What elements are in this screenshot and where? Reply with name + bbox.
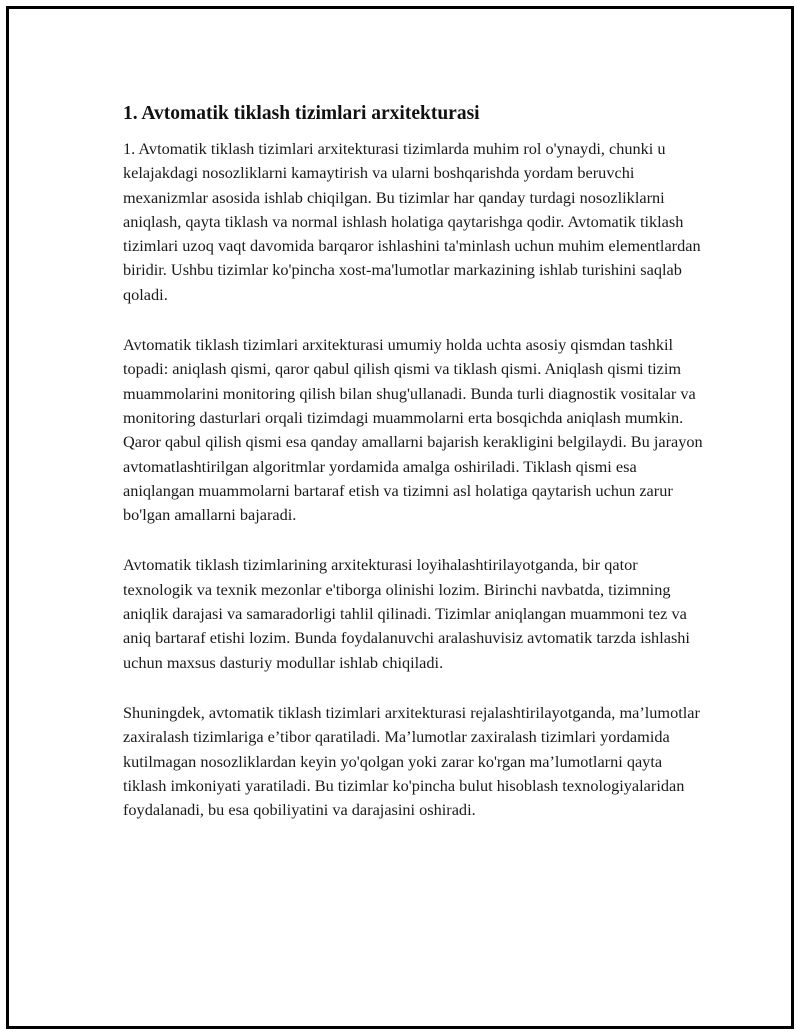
document-body [123, 101, 703, 848]
page-frame [6, 6, 794, 1029]
paragraph-2: Avtomatik tiklash tizimlari arxitekturasi umumiy holda uchta asosiy qismdan tashkil topadi: aniqlash qismi, qaror qabul qilish qismi va tiklash qismi. Aniqlash qismi tizim muammolarini monitoring qilish bilan shug'ullanadi. Bunda turli diagnostik vositalar va monitoring dasturlari orqali tizimdagi muammolarni erta bosqichda aniqlash mumkin. Qaror qabul qilish qismi esa qanday amallarni bajarish kerakligini belgilaydi. Bu jarayon avtomatlashtirilgan algoritmlar yordamida amalga oshiriladi. Tiklash qismi esa aniqlangan muammolarni bartaraf etish va tizimni asl holatiga qaytarish uchun zarur bo'lgan amallarni bajaradi. [123, 335, 703, 525]
paragraph-1: 1. Avtomatik tiklash tizimlari arxitekturasi tizimlarda muhim rol o'ynaydi, chunki u kelajakdagi nosozliklarni kamaytirish va ularni boshqarishda yordam beruvchi mexanizmlar asosida ishlab chiqilgan. Bu tizimlar har qanday turdagi nosozliklarni aniqlash, qayta tiklash va normal ishlash holatiga qaytarishga qodir. Avtomatik tiklash tizimlari uzoq vaqt davomida barqaror ishlashini ta'minlash uchun muhim elementlardan biridir. Ushbu tizimlar ko'pincha xost-ma'lumotlar markazining ishlab turishini saqlab qoladi. [123, 139, 701, 304]
paragraph-4: Shuningdek, avtomatik tiklash tizimlari arxitekturasi rejalashtirilayotganda, ma’lumotlar zaxiralash tizimlariga e’tibor qaratiladi. Ma’lumotlar zaxiralash tizimlari yordamida kutilmagan nosozliklardan keyin yo'qolgan yoki zarar ko'rgan ma’lumotlarni qayta tiklash imkoniyati yaratiladi. Bu tizimlar ko'pincha bulut hisoblash texnologiyalaridan foydalanadi, bu esa qobiliyatini va darajasini oshiradi. [123, 702, 700, 820]
section-title: 1. Avtomatik tiklash tizimlari arxitekturasi [123, 103, 480, 124]
paragraph-3: Avtomatik tiklash tizimlarining arxitekturasi loyihalashtirilayotganda, bir qator texnologik va texnik mezonlar e'tiborga olinishi lozim. Birinchi navbatda, tizimning aniqlik darajasi va samaradorligi tahlil qilinadi. Tizimlar aniqlangan muammoni tez va aniq bartaraf etishi lozim. Bunda foydalanuvchi aralashuvisiz avtomatik tarzda ishlashi uchun maxsus dasturiy modullar ishlab chiqiladi. [123, 555, 690, 672]
